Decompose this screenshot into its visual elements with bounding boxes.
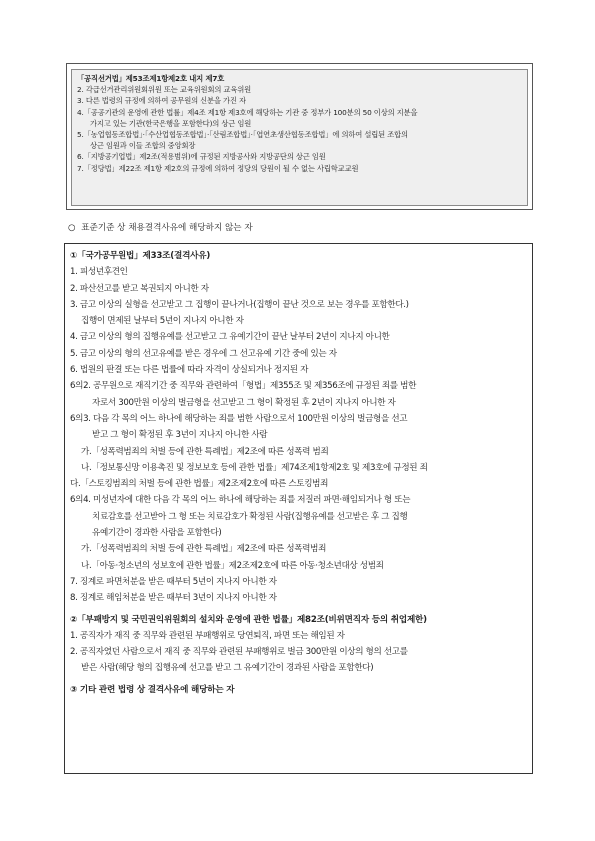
clause-line: 유예기간이 경과한 사람을 포함한다) [92, 528, 222, 539]
section-heading: ①「국가공무원법」제33조(결격사유) [70, 251, 211, 261]
election-law-box [66, 63, 533, 210]
clause-line: 6의4. 미성년자에 대한 다음 각 목의 어느 하나에 해당하는 죄를 저질러 파면·해임되거나 형 또는 [70, 495, 411, 506]
clause-line: 집행이 면제된 날부터 5년이 지나지 아니한 자 [81, 316, 244, 327]
standard-criteria-note [68, 222, 253, 234]
clause-line: 가.「성폭력범죄의 처벌 등에 관한 특례법」제2조에 따른 성폭력범죄 [81, 544, 327, 555]
clause-line: 6의2. 공무원으로 재직기간 중 직무와 관련하여「형법」제355조 및 제356조에 규정된 죄를 범한 [70, 381, 417, 392]
circle-bullet-icon: ○ [68, 223, 76, 233]
section-heading: ②「부패방지 및 국민권익위원회의 설치와 운영에 관한 법률」제82조(비위면직자 등의 취업제한) [70, 614, 427, 625]
clause-line: 5.「농업협동조합법」·「수산업협동조합법」·「산림조합법」·「엽연초생산협동조합법」에 의하여 설립된 조합의 [77, 130, 408, 140]
election-law-box-inner [71, 69, 528, 206]
clause-line: 자로서 300만원 이상의 벌금형을 선고받고 그 형이 확정된 후 2년이 지나지 아니한 자 [92, 397, 396, 408]
clause-line: 다.「스토킹범죄의 처벌 등에 관한 법률」제2조제2호에 따른 스토킹범죄 [70, 479, 329, 490]
clause-line: 받은 사람(해당 형의 집행유예 선고를 받고 그 유예기간이 경과된 사람을 포함한다) [81, 663, 374, 674]
clause-line: 받고 그 형이 확정된 후 3년이 지나지 아니한 사람 [92, 430, 268, 441]
clause-line: 6.「지방공기업법」제2조(적용범위)에 규정된 지방공사와 지방공단의 상근 임원 [77, 152, 326, 162]
clause-line: 2. 공직자였던 사람으로서 재직 중 직무와 관련된 부패행위로 벌금 300만원 이상의 형의 선고를 [70, 647, 408, 658]
clause-line: 7.「정당법」제22조 제1항 제2호의 규정에 의하여 정당의 당원이 될 수 없는 사립학교교원 [77, 163, 359, 173]
clause-line: 7. 징계로 파면처분을 받은 때부터 5년이 지나지 아니한 자 [70, 576, 277, 587]
clause-line: 치료감호를 선고받아 그 형 또는 치료감호가 확정된 사람(집행유예를 선고받은 후 그 집행 [92, 511, 408, 522]
clause-line: 6. 법원의 판결 또는 다른 법률에 따라 자격이 상실되거나 정지된 자 [70, 365, 309, 376]
clause-line: 5. 금고 이상의 형의 선고유예를 받은 경우에 그 선고유예 기간 중에 있는 자 [70, 348, 337, 359]
clause-line: 가지고 있는 기관(한국은행을 포함한다)의 상근 임원 [90, 118, 252, 128]
section-heading: ③ 기타 관련 법령 상 결격사유에 해당하는 자 [70, 684, 235, 695]
clause-line: 3. 다른 법령의 규정에 의하여 공무원의 신분을 가진 자 [77, 96, 246, 106]
clause-line: 나.「정보통신망 이용촉진 및 정보보호 등에 관한 법률」제74조제1항제2호 및 제3호에 규정된 죄 [81, 462, 428, 473]
clause-line: 상근 임원과 이들 조합의 중앙회장 [90, 141, 196, 151]
clause-line: 「공직선거법」제53조제1항제2호 내지 제7호 [77, 74, 225, 83]
clause-line: 4. 금고 이상의 형의 집행유예를 선고받고 그 유예기간이 끝난 날부터 2년이 지나지 아니한 [70, 332, 390, 343]
clause-line: 1. 피성년후견인 [70, 267, 128, 278]
clause-line: 6의3. 다음 각 목의 어느 하나에 해당하는 죄를 범한 사람으로서 100만원 이상의 벌금형을 선고 [70, 413, 408, 424]
clause-line: 1. 공직자가 재직 중 직무와 관련된 부패행위로 당연퇴직, 파면 또는 해임된 자 [70, 630, 345, 641]
clause-line: 나.「아동·청소년의 성보호에 관한 법률」제2조제2호에 따른 아동·청소년대상 성범죄 [81, 560, 384, 571]
clause-line: 3. 금고 이상의 실형을 선고받고 그 집행이 끝나거나(집행이 끝난 것으로 보는 경우를 포함한다.) [70, 299, 409, 310]
standard-criteria-text: 표준기준 상 채용결격사유에 해당하지 않는 자 [81, 223, 253, 233]
disqualification-box [64, 243, 533, 774]
clause-line: 8. 징계로 해임처분을 받은 때부터 3년이 지나지 아니한 자 [70, 593, 277, 604]
clause-line: 2. 파산선고를 받고 복권되지 아니한 자 [70, 283, 209, 294]
clause-line: 가.「성폭력범죄의 처벌 등에 관한 특례법」제2조에 따른 성폭력 범죄 [81, 446, 329, 457]
clause-line: 2. 각급선거관리위원회위원 또는 교육위원회의 교육위원 [77, 85, 252, 95]
clause-line: 4.「공공기관의 운영에 관한 법률」제4조 제1항 제3호에 해당하는 기관 중 정부가 100분의 50 이상의 지분을 [77, 107, 418, 117]
